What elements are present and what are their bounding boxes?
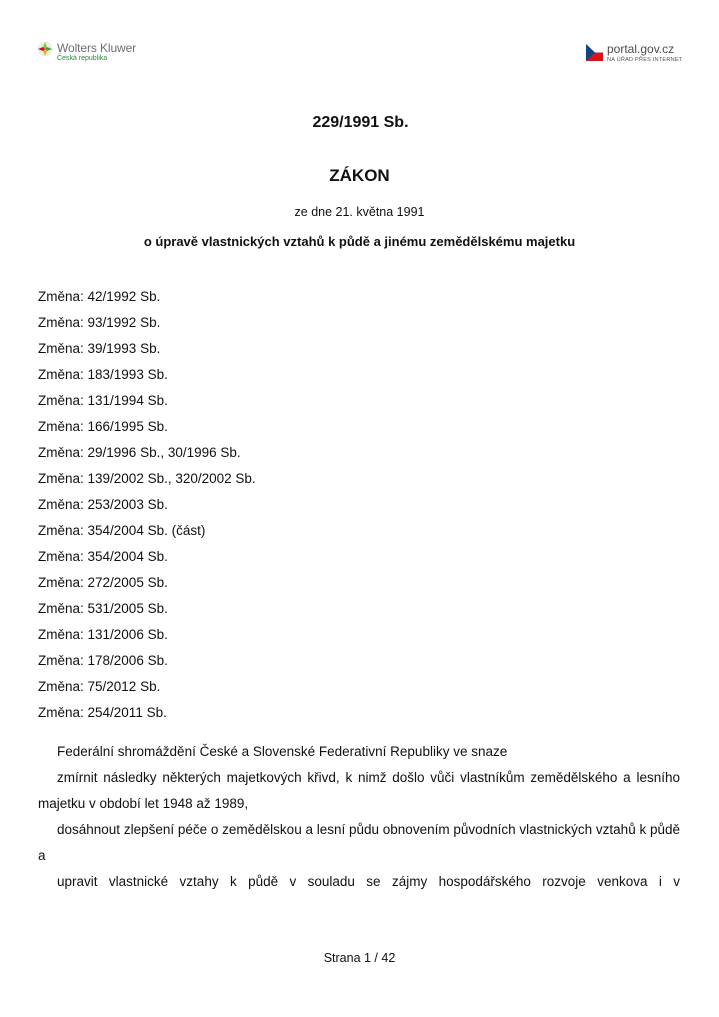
portal-subtitle: NA ÚŘAD PŘES INTERNET bbox=[607, 57, 683, 63]
amendment-item: Změna: 254/2011 Sb. bbox=[38, 705, 167, 720]
amendment-item: Změna: 42/1992 Sb. bbox=[38, 289, 161, 304]
amendment-item: Změna: 272/2005 Sb. bbox=[38, 575, 168, 590]
document-number: 229/1991 Sb. bbox=[312, 114, 409, 131]
document-date: ze dne 21. května 1991 bbox=[294, 205, 425, 219]
wolters-kluwer-mark-icon bbox=[37, 41, 53, 57]
amendment-list bbox=[38, 287, 256, 729]
portal-name: portal.gov.cz bbox=[607, 42, 675, 56]
amendment-item: Změna: 531/2005 Sb. bbox=[38, 601, 168, 616]
preamble-paragraph: Federální shromáždění České a Slovenské Federativní Republiky ve snaze bbox=[57, 744, 508, 759]
preamble-paragraph: dosáhnout zlepšení péče o zemědělskou a lesní půdu obnovením původních vlastnických vztahů k půdě a bbox=[38, 822, 680, 863]
wolters-kluwer-name: Wolters Kluwer bbox=[57, 41, 137, 55]
amendment-item: Změna: 29/1996 Sb., 30/1996 Sb. bbox=[38, 445, 241, 460]
amendment-item: Změna: 131/2006 Sb. bbox=[38, 627, 168, 642]
czech-flag-icon bbox=[586, 44, 603, 61]
amendment-item: Změna: 166/1995 Sb. bbox=[38, 419, 168, 434]
amendment-item: Změna: 139/2002 Sb., 320/2002 Sb. bbox=[38, 471, 256, 486]
amendment-item: Změna: 75/2012 Sb. bbox=[38, 679, 161, 694]
preamble-paragraph: upravit vlastnické vztahy k půdě v souladu se zájmy hospodářského rozvoje venkova i v bbox=[57, 874, 680, 889]
preamble bbox=[38, 739, 680, 895]
wolters-kluwer-subtitle: Česká republika bbox=[57, 55, 108, 62]
page-footer: Strana 1 / 42 bbox=[323, 951, 396, 965]
preamble-paragraph: zmírnit následky některých majetkových křivd, k nimž došlo vůči vlastníkům zemědělského a lesního majetku v období let 1948 až 1989, bbox=[38, 770, 680, 811]
amendment-item: Změna: 354/2004 Sb. bbox=[38, 549, 168, 564]
amendment-item: Změna: 39/1993 Sb. bbox=[38, 341, 161, 356]
amendment-item: Změna: 354/2004 Sb. (část) bbox=[38, 523, 206, 538]
amendment-item: Změna: 183/1993 Sb. bbox=[38, 367, 168, 382]
amendment-item: Změna: 178/2006 Sb. bbox=[38, 653, 168, 668]
amendment-item: Změna: 253/2003 Sb. bbox=[38, 497, 168, 512]
portal-gov-logo bbox=[586, 40, 686, 66]
amendment-item: Změna: 93/1992 Sb. bbox=[38, 315, 161, 330]
amendment-item: Změna: 131/1994 Sb. bbox=[38, 393, 168, 408]
document-title: o úpravě vlastnických vztahů k půdě a jinému zemědělskému majetku bbox=[143, 234, 576, 249]
document-type: ZÁKON bbox=[329, 166, 390, 185]
